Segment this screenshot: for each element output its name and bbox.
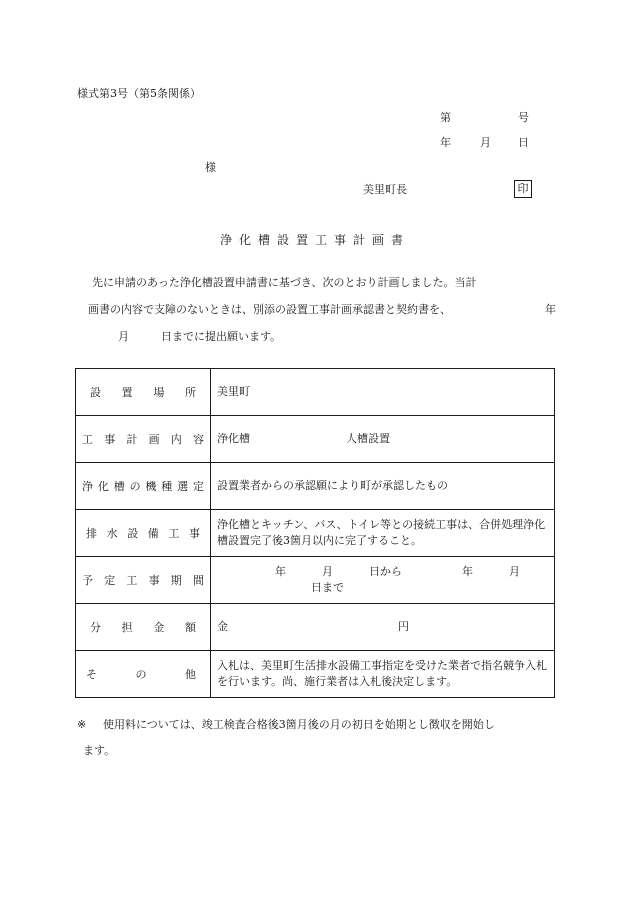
row-label-amount: 分担金額 (76, 604, 211, 651)
plan-table (75, 368, 555, 698)
body-line-2-text: 画書の内容で支障のないときは、別添の設置工事計画承認書と契約書を、 (88, 303, 451, 316)
period-end-year: 年 (462, 565, 473, 579)
row-value-period (211, 557, 555, 604)
row-value-model: 設置業者からの承認願により町が承認したもの (211, 463, 555, 510)
table-row (76, 463, 555, 510)
form-number-label: 様式第3号（第5条関係） (77, 87, 201, 100)
date-day-label: 日 (518, 136, 529, 149)
document-number-dai: 第 (440, 111, 451, 124)
row-label-period: 予定工事期間 (76, 557, 211, 604)
table-row (76, 651, 555, 698)
body-deadline-day: 日までに提出願います。 (161, 330, 282, 343)
row-label-other: その他 (76, 651, 211, 698)
row-label-location: 設置場所 (76, 369, 211, 416)
row-label-plan: 工事計画内容 (76, 416, 211, 463)
row-label-model: 浄化槽の機種選定 (76, 463, 211, 510)
document-title: 浄化槽設置工事計画書 (219, 233, 410, 247)
row-value-plan (211, 416, 555, 463)
note-line-2: ます。 (83, 744, 116, 757)
date-month-label: 月 (480, 136, 491, 149)
addressee-suffix: 様 (205, 161, 216, 174)
period-start-year: 年 (275, 565, 286, 579)
table-row (76, 510, 555, 557)
row-value-drainage: 浄化槽とキッチン、バス、トイレ等との接続工事は、合併処理浄化槽設置完了後3箇月以内に完了すること。 (211, 510, 555, 557)
period-end-day: 日まで (311, 581, 344, 594)
row-label-drainage: 排水設備工事 (76, 510, 211, 557)
period-end-month: 月 (509, 565, 520, 579)
table-row (76, 604, 555, 651)
body-line-2 (76, 303, 558, 316)
table-row (76, 416, 555, 463)
row-value-other: 入札は、美里町生活排水設備工事指定を受けた業者で指名競争入札を行います。尚、施行業者は入札後決定します。 (211, 651, 555, 698)
body-line-1: 先に申請のあった浄化槽設置申請書に基づき、次のとおり計画しました。当計 (92, 276, 477, 289)
body-deadline-month: 月 (118, 330, 129, 343)
row-value-location: 美里町 (211, 369, 555, 416)
plan-tank: 浄化槽 (217, 432, 250, 446)
table-row (76, 369, 555, 416)
issuer-name: 美里町長 (363, 183, 407, 196)
footnote (77, 712, 557, 764)
amount-yen: 円 (398, 620, 409, 634)
note-line-1: 使用料については、竣工検査合格後3箇月後の月の初日を始期とし徴収を開始し (103, 718, 495, 731)
date-year-label: 年 (440, 136, 451, 149)
body-paragraph (76, 276, 558, 357)
period-start-month: 月 (322, 565, 333, 579)
document-number-go: 号 (518, 111, 529, 124)
period-start-day: 日から (369, 565, 402, 579)
seal-stamp-icon: 印 (514, 180, 532, 198)
body-line-3 (76, 330, 558, 343)
plan-capacity: 人槽設置 (346, 432, 390, 446)
body-deadline-year: 年 (545, 303, 556, 316)
amount-prefix: 金 (217, 620, 228, 634)
note-mark: ※ (77, 718, 87, 731)
row-value-amount (211, 604, 555, 651)
table-row (76, 557, 555, 604)
